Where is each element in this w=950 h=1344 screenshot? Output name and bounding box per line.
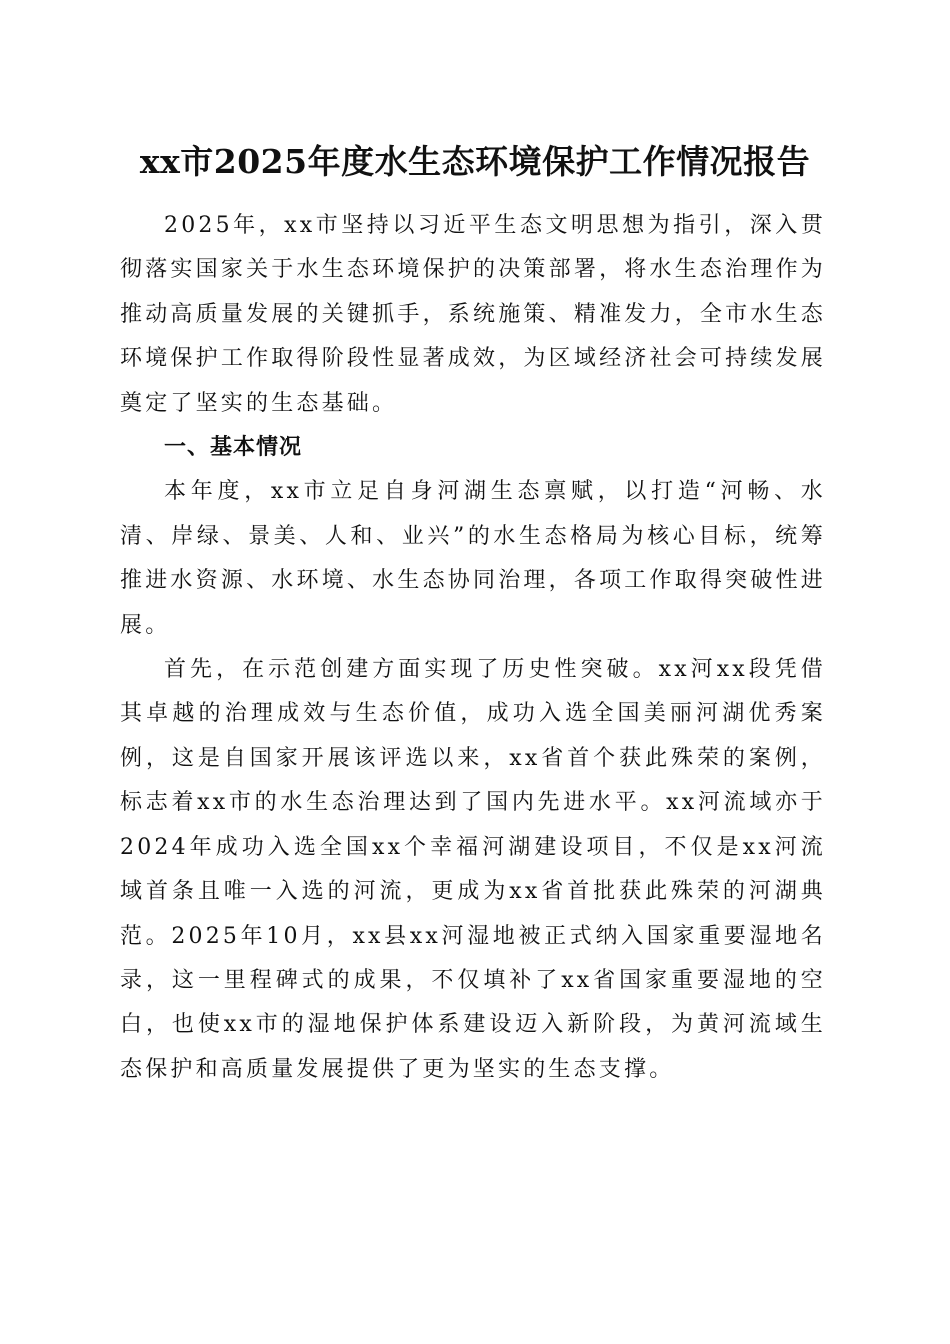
- document-title: xx市2025年度水生态环境保护工作情况报告: [139, 142, 811, 181]
- section-heading-basic-situation: 一、基本情况: [164, 435, 303, 461]
- section-paragraph-overview: 本年度，xx市立足自身河湖生态禀赋，以打造“河畅、水清、岸绿、景美、人和、业兴”的水生态格局为核心目标，统筹推进水资源、水环境、水生态协同治理，各项工作取得突破性进展。: [120, 479, 826, 638]
- document-body: [120, 204, 826, 1092]
- intro-paragraph: 2025年，xx市坚持以习近平生态文明思想为指引，深入贯彻落实国家关于水生态环境保护的决策部署，将水生态治理作为推动高质量发展的关键抓手，系统施策、精准发力，全市水生态环境保护工作取得阶段性显著成效，为区域经济社会可持续发展奠定了坚实的生态基础。: [120, 213, 826, 416]
- section-paragraph-demonstration: 首先，在示范创建方面实现了历史性突破。xx河xx段凭借其卓越的治理成效与生态价值，成功入选全国美丽河湖优秀案例，这是自国家开展该评选以来，xx省首个获此殊荣的案例，标志着xx市的水生态治理达到了国内先进水平。xx河流域亦于2024年成功入选全国xx个幸福河湖建设项目，不仅是xx河流域首条且唯一入选的河流，更成为xx省首批获此殊荣的河湖典范。2025年10月，xx县xx河湿地被正式纳入国家重要湿地名录，这一里程碑式的成果，不仅填补了xx省国家重要湿地的空白，也使xx市的湿地保护体系建设迈入新阶段，为黄河流域生态保护和高质量发展提供了更为坚实的生态支撑。: [120, 657, 826, 1082]
